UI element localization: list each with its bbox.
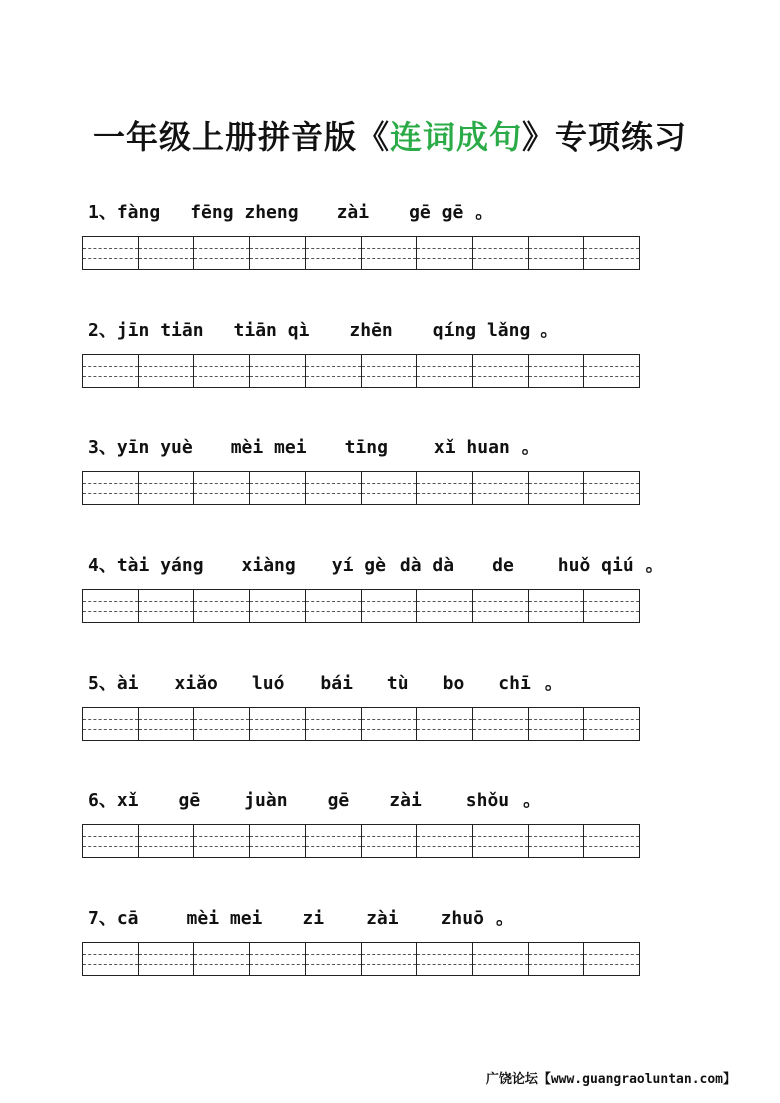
writing-cell[interactable] xyxy=(250,825,306,857)
pinyin-word: tīng xyxy=(344,437,388,458)
writing-cell[interactable] xyxy=(417,708,473,740)
writing-cell[interactable] xyxy=(529,825,585,857)
pinyin-word: 。 xyxy=(495,908,514,929)
pinyin-word: 。 xyxy=(645,555,664,576)
writing-grid[interactable] xyxy=(82,824,640,858)
writing-cell[interactable] xyxy=(584,590,639,622)
pinyin-word: yí gè xyxy=(331,555,386,576)
pinyin-word: 。 xyxy=(540,320,559,341)
writing-cell[interactable] xyxy=(194,943,250,975)
writing-cell[interactable] xyxy=(250,472,306,504)
pinyin-word: zài xyxy=(366,908,399,929)
writing-cell[interactable] xyxy=(473,590,529,622)
writing-cell[interactable] xyxy=(417,943,473,975)
writing-grid[interactable] xyxy=(82,236,640,270)
pinyin-word: zài xyxy=(336,202,370,223)
pinyin-word: mèi mei xyxy=(186,908,263,929)
writing-cell[interactable] xyxy=(584,708,639,740)
pinyin-word: qíng lǎng xyxy=(432,320,531,341)
writing-cell[interactable] xyxy=(306,355,362,387)
pinyin-word: yīn yuè xyxy=(116,437,193,458)
writing-cell[interactable] xyxy=(529,590,585,622)
pinyin-word: zài xyxy=(389,790,422,811)
writing-cell[interactable] xyxy=(250,943,306,975)
writing-cell[interactable] xyxy=(473,472,529,504)
page-title xyxy=(0,112,780,158)
writing-cell[interactable] xyxy=(362,355,418,387)
pinyin-word: gē gē xyxy=(409,202,464,223)
writing-grid[interactable] xyxy=(82,354,640,388)
writing-grid[interactable] xyxy=(82,707,640,741)
writing-cell[interactable] xyxy=(83,472,139,504)
writing-cell[interactable] xyxy=(529,943,585,975)
writing-cell[interactable] xyxy=(306,590,362,622)
pinyin-word: tù xyxy=(386,673,409,694)
pinyin-word: xiàng xyxy=(241,555,296,576)
writing-cell[interactable] xyxy=(194,825,250,857)
question-prompt xyxy=(88,198,688,228)
writing-cell[interactable] xyxy=(306,472,362,504)
writing-cell[interactable] xyxy=(417,355,473,387)
writing-grid[interactable] xyxy=(82,471,640,505)
writing-cell[interactable] xyxy=(529,708,585,740)
writing-cell[interactable] xyxy=(362,708,418,740)
pinyin-word: 。 xyxy=(544,673,563,694)
writing-cell[interactable] xyxy=(584,943,639,975)
writing-cell[interactable] xyxy=(473,237,529,269)
writing-cell[interactable] xyxy=(83,590,139,622)
question-item xyxy=(88,433,688,463)
writing-cell[interactable] xyxy=(139,825,195,857)
writing-cell[interactable] xyxy=(194,237,250,269)
writing-cell[interactable] xyxy=(362,237,418,269)
writing-cell[interactable] xyxy=(529,355,585,387)
pinyin-word: ài xyxy=(116,673,139,694)
writing-cell[interactable] xyxy=(362,472,418,504)
pinyin-word: fàng xyxy=(116,202,161,223)
writing-cell[interactable] xyxy=(250,355,306,387)
pinyin-word: fēng zheng xyxy=(190,202,299,223)
writing-cell[interactable] xyxy=(139,943,195,975)
pinyin-word: shǒu xyxy=(465,790,510,811)
pinyin-word: xǐ xyxy=(116,790,139,811)
writing-cell[interactable] xyxy=(529,472,585,504)
writing-cell[interactable] xyxy=(417,825,473,857)
writing-cell[interactable] xyxy=(194,472,250,504)
pinyin-word: huǒ qiú xyxy=(557,555,634,576)
writing-cell[interactable] xyxy=(473,355,529,387)
pinyin-word: zhuō xyxy=(440,908,484,929)
writing-cell[interactable] xyxy=(139,708,195,740)
question-number: 4、 xyxy=(88,555,117,576)
writing-cell[interactable] xyxy=(83,825,139,857)
writing-cell[interactable] xyxy=(417,237,473,269)
writing-grid[interactable] xyxy=(82,589,640,623)
writing-grid[interactable] xyxy=(82,942,640,976)
question-prompt xyxy=(88,316,688,346)
question-item xyxy=(88,904,688,934)
question-number: 7、 xyxy=(88,908,117,929)
pinyin-word: xǐ huan xyxy=(433,437,510,458)
question-number: 6、 xyxy=(88,790,117,811)
writing-cell[interactable] xyxy=(83,237,139,269)
question-item xyxy=(88,786,688,816)
writing-cell[interactable] xyxy=(306,237,362,269)
writing-cell[interactable] xyxy=(417,590,473,622)
pinyin-word: bo xyxy=(442,673,465,694)
pinyin-word: zi xyxy=(302,908,325,929)
writing-cell[interactable] xyxy=(139,355,195,387)
question-prompt xyxy=(88,786,688,816)
question-number: 5、 xyxy=(88,673,117,694)
question-item xyxy=(88,551,688,581)
writing-cell[interactable] xyxy=(139,472,195,504)
footer-watermark: 广饶论坛【www.guangraoluntan.com】 xyxy=(485,1072,736,1087)
writing-cell[interactable] xyxy=(194,590,250,622)
question-number: 3、 xyxy=(88,437,117,458)
pinyin-word: jīn tiān xyxy=(116,320,204,341)
pinyin-word: gē xyxy=(327,790,350,811)
pinyin-word: mèi mei xyxy=(230,437,307,458)
question-prompt xyxy=(88,551,688,581)
writing-cell[interactable] xyxy=(584,237,639,269)
title-highlight: 连词成句 xyxy=(389,118,522,156)
question-item xyxy=(88,198,688,228)
writing-cell[interactable] xyxy=(362,590,418,622)
pinyin-word: 。 xyxy=(521,437,540,458)
writing-cell[interactable] xyxy=(306,825,362,857)
pinyin-word: juàn xyxy=(244,790,288,811)
writing-cell[interactable] xyxy=(306,943,362,975)
question-prompt xyxy=(88,669,688,699)
pinyin-word: zhēn xyxy=(349,320,393,341)
writing-cell[interactable] xyxy=(529,237,585,269)
writing-cell[interactable] xyxy=(194,708,250,740)
pinyin-word: cā xyxy=(116,908,139,929)
question-item xyxy=(88,669,688,699)
pinyin-word: tiān qì xyxy=(233,320,310,341)
writing-cell[interactable] xyxy=(473,825,529,857)
writing-cell[interactable] xyxy=(83,943,139,975)
writing-cell[interactable] xyxy=(250,708,306,740)
pinyin-word: bái xyxy=(320,673,353,694)
writing-cell[interactable] xyxy=(83,355,139,387)
writing-cell[interactable] xyxy=(473,943,529,975)
writing-cell[interactable] xyxy=(584,355,639,387)
writing-cell[interactable] xyxy=(194,355,250,387)
writing-cell[interactable] xyxy=(306,708,362,740)
writing-cell[interactable] xyxy=(83,708,139,740)
pinyin-word: chī xyxy=(498,673,531,694)
writing-cell[interactable] xyxy=(250,237,306,269)
writing-cell[interactable] xyxy=(584,472,639,504)
writing-cell[interactable] xyxy=(473,708,529,740)
question-prompt xyxy=(88,904,688,934)
pinyin-word: 。 xyxy=(475,202,494,223)
pinyin-word: dà dà xyxy=(399,555,455,576)
pinyin-word: tài yáng xyxy=(116,555,204,576)
writing-cell[interactable] xyxy=(250,590,306,622)
writing-cell[interactable] xyxy=(362,943,418,975)
pinyin-word: gē xyxy=(178,790,201,811)
writing-cell[interactable] xyxy=(139,590,195,622)
pinyin-word: luó xyxy=(251,673,285,694)
writing-cell[interactable] xyxy=(584,825,639,857)
question-prompt xyxy=(88,433,688,463)
title-suffix: 》专项练习 xyxy=(522,118,688,156)
question-number: 2、 xyxy=(88,320,117,341)
question-item xyxy=(88,316,688,346)
writing-cell[interactable] xyxy=(362,825,418,857)
title-prefix: 一年级上册拼音版《 xyxy=(92,118,390,156)
writing-cell[interactable] xyxy=(417,472,473,504)
writing-cell[interactable] xyxy=(139,237,195,269)
pinyin-word: 。 xyxy=(523,790,542,811)
pinyin-word: de xyxy=(492,555,514,576)
pinyin-word: xiǎo xyxy=(174,673,218,694)
question-number: 1、 xyxy=(88,202,117,223)
